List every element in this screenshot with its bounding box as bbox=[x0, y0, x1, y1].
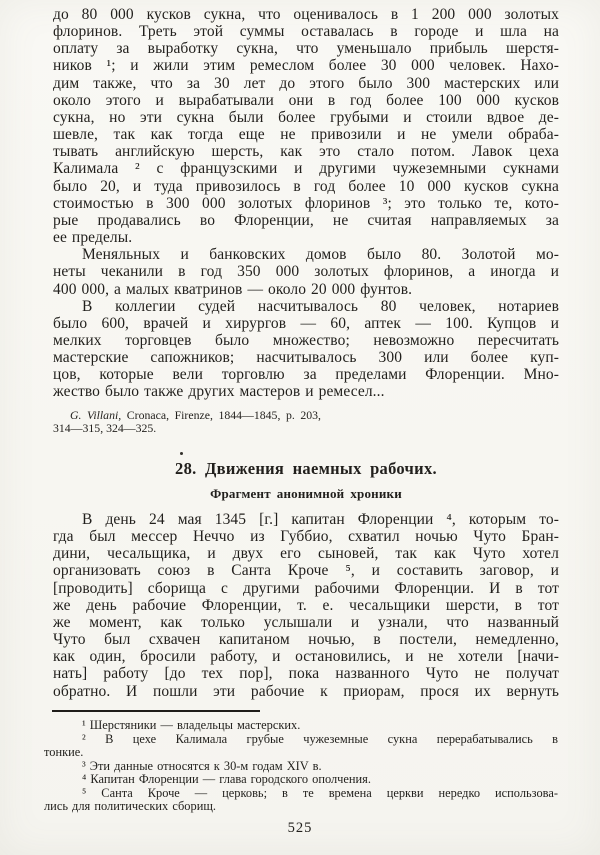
footnote-separator bbox=[52, 710, 260, 712]
text-line: Калимала ² с французскими и другими чужеземными сукнами bbox=[53, 160, 559, 178]
text-line: неты чеканили в год 350 000 золотых флоринов, а иногда и bbox=[53, 263, 559, 281]
paragraph bbox=[44, 760, 558, 774]
text-line: ¹ Шерстяники — владельцы мастерских. bbox=[82, 718, 301, 732]
text-line: же момент, как только услышали и узнали, что названный bbox=[53, 613, 559, 631]
text-line: же день рабочие Флоренции, т. е. чесальщики шерсти, в тот bbox=[53, 596, 559, 614]
text-line: Меняльных и банковских домов было 80. Золотой мо- bbox=[82, 246, 559, 264]
text-line: около этого и вырабатывали они в год более 100 000 кусков bbox=[53, 91, 559, 109]
text-line: тывать английскую шерсть, как это стало потом. Лавок цеха bbox=[53, 143, 559, 161]
text-line: было 600, врачей и хирургов — 60, аптек — 100. Купцов и bbox=[53, 314, 559, 332]
text-line: ⁵ Санта Кроче — церковь; в те времена церкви нередко использова- bbox=[82, 785, 558, 800]
text-line: 400 000, а малых кватринов — около 20 000 фунтов. bbox=[53, 280, 413, 298]
section-subtitle: Фрагмент анонимной хроники bbox=[210, 486, 402, 501]
text-line: сукна, но эти сукна были более грубыми и стоили вдвое де- bbox=[53, 108, 559, 126]
citation-details: Cronaca, Firenze, 1844—1845, p. 203, bbox=[121, 408, 321, 422]
text-line: мастерские сапожников; насчитывалось 300 или более куп- bbox=[53, 349, 559, 367]
text-line: жество было также других мастеров и ремесел... bbox=[53, 383, 385, 401]
source-citation bbox=[53, 409, 321, 435]
text-line: мелких торговцев было множество; невозможно пересчитать bbox=[53, 331, 559, 349]
paragraph bbox=[53, 246, 559, 297]
text-line: [проводить] сборища с другими рабочими Флоренции. И в тот bbox=[53, 579, 559, 597]
text-line: В день 24 мая 1345 [г.] капитан Флоренции ⁴, которым то- bbox=[82, 511, 559, 528]
text-line: было 20, и туда привозилось в год более 10 000 кусков сукна bbox=[53, 177, 559, 195]
text-line: до 80 000 кусков сукна, что оценивалось в 1 200 000 золотых bbox=[53, 6, 559, 23]
text-line: организовать союз в Санта Кроче ⁵, и составить заговор, и bbox=[53, 562, 559, 580]
text-line: ⁴ Капитан Флоренции — глава городского ополчения. bbox=[82, 772, 371, 787]
text-line: рые продавались во Флоренции, не считая направляемых за bbox=[53, 211, 559, 229]
text-line: лись для политических сборищ. bbox=[44, 799, 216, 814]
citation-line bbox=[53, 409, 321, 422]
footnotes bbox=[44, 719, 558, 814]
text-line: В коллегии судей насчитывалось 80 человек, нотариев bbox=[82, 297, 559, 315]
text-line: шевле, так как тогда еще не привозили и не умели обраба- bbox=[53, 126, 559, 144]
print-artifact-dot bbox=[180, 452, 183, 455]
paragraph bbox=[44, 773, 558, 787]
citation-line: 314—315, 324—325. bbox=[53, 420, 157, 435]
text-line: дини, чесальщика, и двух его сыновей, так как Чуто хотел bbox=[53, 545, 559, 563]
text-line: оплату за выработку сукна, что уменьшало прибыль шерстя- bbox=[53, 40, 559, 58]
citation-author: G. Villani, bbox=[70, 408, 122, 422]
paragraph bbox=[44, 787, 558, 814]
text-line: Чуто был схвачен капитаном ночью, в постели, немедленно, bbox=[53, 631, 559, 649]
text-line: ³ Эти данные относятся к 30-м годам XIV в. bbox=[82, 758, 322, 773]
text-line: стоимостью в 300 000 золотых флоринов ³; это только те, кото- bbox=[53, 194, 559, 212]
text-line: нать] работу [до тех пор], пока названного Чуто не получат bbox=[53, 665, 559, 683]
text-line: тонкие. bbox=[44, 745, 84, 760]
paragraph bbox=[44, 733, 558, 760]
section-text bbox=[53, 511, 559, 700]
section-heading: 28. Движения наемных рабочих. bbox=[175, 459, 437, 478]
text-line: флоринов. Треть этой суммы оставалась в городе и шла на bbox=[53, 23, 559, 41]
text-line: ее пределы. bbox=[53, 229, 133, 247]
text-line: ² В цехе Калимала грубые чужеземные сукна перерабатывались в bbox=[82, 731, 558, 746]
page-number: 525 bbox=[287, 820, 313, 836]
text-line: ников ¹; и жили этим ремеслом более 30 000 человек. Нахо- bbox=[53, 57, 559, 75]
text-line: цов, которые вели торговлю за пределами Флоренции. Мно- bbox=[53, 366, 559, 384]
paragraph bbox=[53, 298, 559, 401]
text-line: дим также, что за 30 лет до этого было 300 мастерских или bbox=[53, 74, 559, 92]
text-line: обратно. И пошли эти рабочие к приорам, прося их вернуть bbox=[53, 682, 559, 700]
text-line: как один, бросили работу, и остановились, и не хотели [начи- bbox=[53, 648, 559, 666]
paragraph bbox=[44, 719, 558, 733]
text-line: гда был мессер Неччо из Губбио, схватил ночью Чуто Бран- bbox=[53, 528, 559, 546]
main-text bbox=[53, 6, 559, 401]
paragraph bbox=[53, 511, 559, 700]
paragraph bbox=[53, 6, 559, 246]
